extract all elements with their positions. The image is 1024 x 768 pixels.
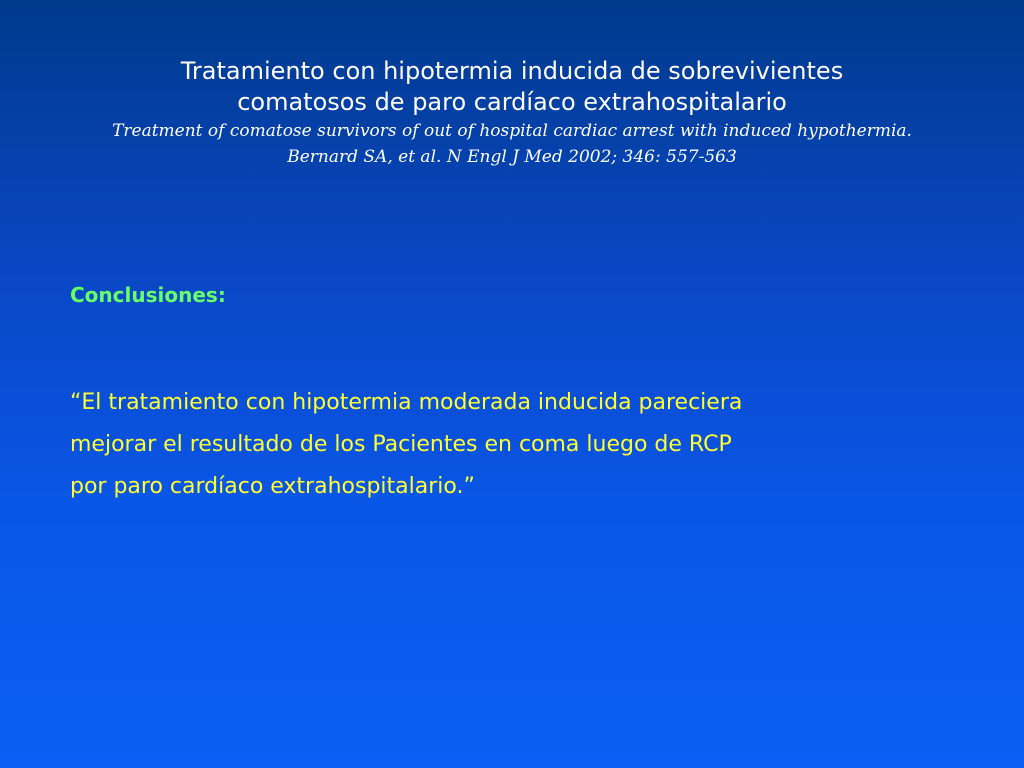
quote-line-2: mejorar el resultado de los Pacientes en coma luego de RCP (70, 432, 732, 457)
quote-line-1: “El tratamiento con hipotermia moderada inducida pareciera (70, 390, 743, 415)
reference-title: Treatment of comatose survivors of out of hospital cardiac arrest with induced hypothermia. (112, 121, 912, 141)
conclusion-quote (70, 382, 970, 508)
slide-title-line-2: comatosos de paro cardíaco extrahospitalario (237, 88, 787, 116)
conclusions-heading: Conclusiones: (70, 283, 226, 307)
slide-title-line-1: Tratamiento con hipotermia inducida de sobrevivientes (180, 57, 844, 85)
title-block (40, 56, 984, 170)
quote-line-3: por paro cardíaco extrahospitalario.” (70, 474, 475, 499)
reference-citation: Bernard SA, et al. N Engl J Med 2002; 346: 557-563 (287, 147, 737, 167)
